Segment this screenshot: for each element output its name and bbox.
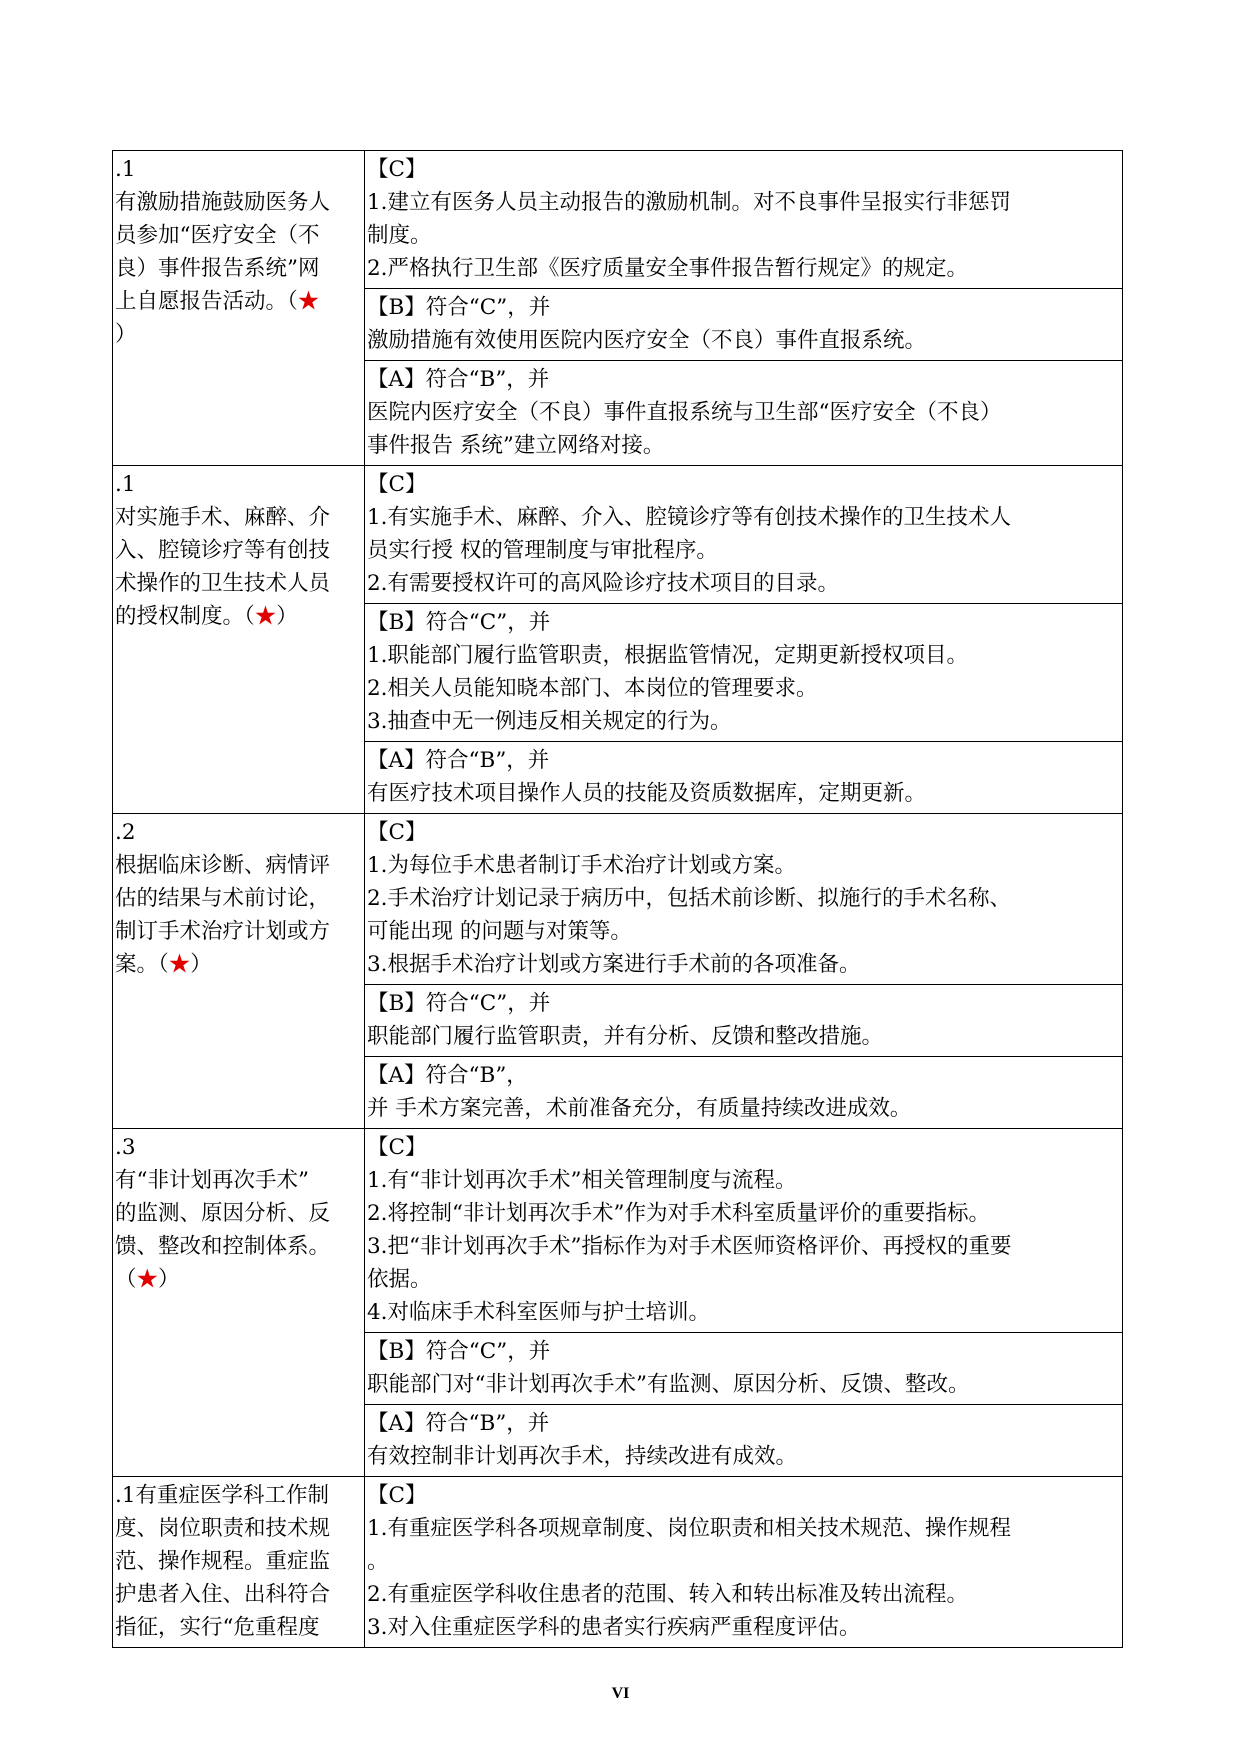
table-row (113, 814, 1123, 985)
standard-item-line: .3 (115, 1135, 136, 1160)
grade-heading: 【B】符合“C”，并 (367, 610, 551, 635)
criteria-line: 医院内医疗安全（不良）事件直报系统与卫生部“医疗安全（不良） (367, 400, 1002, 425)
grade-heading: 【C】 (367, 157, 427, 182)
grade-criteria-cell (365, 1333, 1123, 1405)
grade-criteria-cell (365, 151, 1123, 289)
star-icon: ★ (136, 1267, 159, 1292)
criteria-line: 有医疗技术项目操作人员的技能及资质数据库，定期更新。 (367, 781, 927, 806)
grade-criteria-cell (365, 604, 1123, 742)
standard-item-line: 上自愿报告活动。（★ (115, 289, 320, 314)
standard-item-line: （★） (115, 1267, 180, 1292)
standard-item-cell (113, 151, 365, 466)
grade-heading: 【C】 (367, 820, 427, 845)
grade-heading: 【A】符合“B”，并 (367, 367, 550, 392)
page-number: VI (611, 1685, 630, 1702)
standard-item-line: 度、岗位职责和技术规 (115, 1516, 331, 1541)
table-row (113, 1477, 1123, 1648)
standard-item-line: 术操作的卫生技术人员 (115, 571, 331, 596)
grade-criteria-cell (365, 1405, 1123, 1477)
grade-heading: 【A】符合“B”， (367, 1063, 528, 1088)
standard-item-line: .1有重症医学科工作制 (115, 1483, 330, 1508)
criteria-line: 1.职能部门履行监管职责，根据监管情况，定期更新授权项目。 (367, 643, 969, 668)
standard-item-line: 指征，实行“危重程度 (115, 1615, 320, 1640)
grade-heading: 【B】符合“C”，并 (367, 1339, 551, 1364)
criteria-line: 1.为每位手术患者制订手术治疗计划或方案。 (367, 853, 797, 878)
criteria-line: 1.有实施手术、麻醉、介入、腔镜诊疗等有创技术操作的卫生技术人 (367, 505, 1012, 530)
criteria-line: 2.有需要授权许可的高风险诊疗技术项目的目录。 (367, 571, 840, 596)
criteria-line: 4.对临床手术科室医师与护士培训。 (367, 1300, 711, 1325)
criteria-line: 职能部门对“非计划再次手术”有监测、原因分析、反馈、整改。 (367, 1372, 970, 1397)
criteria-line: 。 (367, 1549, 389, 1574)
criteria-line: 依据。 (367, 1267, 432, 1292)
standard-item-line: 的授权制度。（★） (115, 604, 298, 629)
criteria-line: 1.有“非计划再次手术”相关管理制度与流程。 (367, 1168, 797, 1193)
grade-criteria-cell (365, 985, 1123, 1057)
criteria-line: 可能出现 的问题与对策等。 (367, 919, 632, 944)
standards-table-body (113, 151, 1123, 1648)
criteria-line: 1.建立有医务人员主动报告的激励机制。对不良事件呈报实行非惩罚 (367, 190, 1012, 215)
standard-item-line: 估的结果与术前讨论， (115, 886, 331, 911)
standards-table (112, 150, 1123, 1648)
standard-item-line: .2 (115, 820, 136, 845)
grade-heading: 【B】符合“C”，并 (367, 295, 551, 320)
grade-heading: 【C】 (367, 1135, 427, 1160)
star-icon: ★ (297, 289, 320, 314)
grade-heading: 【C】 (367, 472, 427, 497)
grade-heading: 【C】 (367, 1483, 427, 1508)
table-row (113, 151, 1123, 289)
standard-item-line: 对实施手术、麻醉、介 (115, 505, 331, 530)
grade-heading: 【A】符合“B”，并 (367, 1411, 550, 1436)
standard-item-line: 良）事件报告系统”网 (115, 256, 320, 281)
grade-criteria-cell (365, 361, 1123, 466)
standard-item-line: 员参加“医疗安全（不 (115, 223, 320, 248)
grade-criteria-cell (365, 814, 1123, 985)
grade-criteria-cell (365, 1129, 1123, 1333)
star-icon: ★ (168, 952, 191, 977)
criteria-line: 2.将控制“非计划再次手术”作为对手术科室质量评价的重要指标。 (367, 1201, 990, 1226)
standard-item-line: 有激励措施鼓励医务人 (115, 190, 331, 215)
criteria-line: 事件报告 系统”建立网络对接。 (367, 433, 665, 458)
standard-item-line: .1 (115, 472, 136, 497)
standard-item-line: 有“非计划再次手术” (115, 1168, 309, 1193)
grade-criteria-cell (365, 742, 1123, 814)
table-row (113, 1129, 1123, 1333)
criteria-line: 并 手术方案完善，术前准备充分，有质量持续改进成效。 (367, 1096, 912, 1121)
standard-item-line: 范、操作规程。重症监 (115, 1549, 331, 1574)
criteria-line: 员实行授 权的管理制度与审批程序。 (367, 538, 718, 563)
criteria-line: 2.相关人员能知晓本部门、本岗位的管理要求。 (367, 676, 818, 701)
criteria-line: 2.严格执行卫生部《医疗质量安全事件报告暂行规定》的规定。 (367, 256, 969, 281)
standard-item-line: 馈、整改和控制体系。 (115, 1234, 331, 1259)
standard-item-line: .1 (115, 157, 136, 182)
criteria-line: 职能部门履行监管职责，并有分析、反馈和整改措施。 (367, 1024, 884, 1049)
table-row (113, 466, 1123, 604)
standard-item-cell (113, 1129, 365, 1477)
grade-heading: 【B】符合“C”，并 (367, 991, 551, 1016)
criteria-line: 3.对入住重症医学科的患者实行疾病严重程度评估。 (367, 1615, 861, 1640)
grade-criteria-cell (365, 466, 1123, 604)
criteria-line: 3.根据手术治疗计划或方案进行手术前的各项准备。 (367, 952, 861, 977)
standard-item-line: 制订手术治疗计划或方 (115, 919, 331, 944)
standard-item-line: 护患者入住、出科符合 (115, 1582, 331, 1607)
standard-item-cell (113, 466, 365, 814)
criteria-line: 有效控制非计划再次手术，持续改进有成效。 (367, 1444, 798, 1469)
criteria-line: 激励措施有效使用医院内医疗安全（不良）事件直报系统。 (367, 328, 927, 353)
star-icon: ★ (254, 604, 277, 629)
grade-heading: 【A】符合“B”，并 (367, 748, 550, 773)
criteria-line: 1.有重症医学科各项规章制度、岗位职责和相关技术规范、操作规程 (367, 1516, 1012, 1541)
standard-item-line: 案。（★） (115, 952, 212, 977)
standard-item-line: 入、腔镜诊疗等有创技 (115, 538, 331, 563)
criteria-line: 制度。 (367, 223, 432, 248)
grade-criteria-cell (365, 289, 1123, 361)
standard-item-cell (113, 814, 365, 1129)
grade-criteria-cell (365, 1057, 1123, 1129)
criteria-line: 2.手术治疗计划记录于病历中，包括术前诊断、拟施行的手术名称、 (367, 886, 1012, 911)
standard-item-cell (113, 1477, 365, 1648)
criteria-line: 3.抽查中无一例违反相关规定的行为。 (367, 709, 732, 734)
grade-criteria-cell (365, 1477, 1123, 1648)
standard-item-line: ） (115, 322, 137, 347)
criteria-line: 2.有重症医学科收住患者的范围、转入和转出标准及转出流程。 (367, 1582, 969, 1607)
standard-item-line: 根据临床诊断、病情评 (115, 853, 331, 878)
criteria-line: 3.把“非计划再次手术”指标作为对手术医师资格评价、再授权的重要 (367, 1234, 1012, 1259)
standard-item-line: 的监测、原因分析、反 (115, 1201, 331, 1226)
